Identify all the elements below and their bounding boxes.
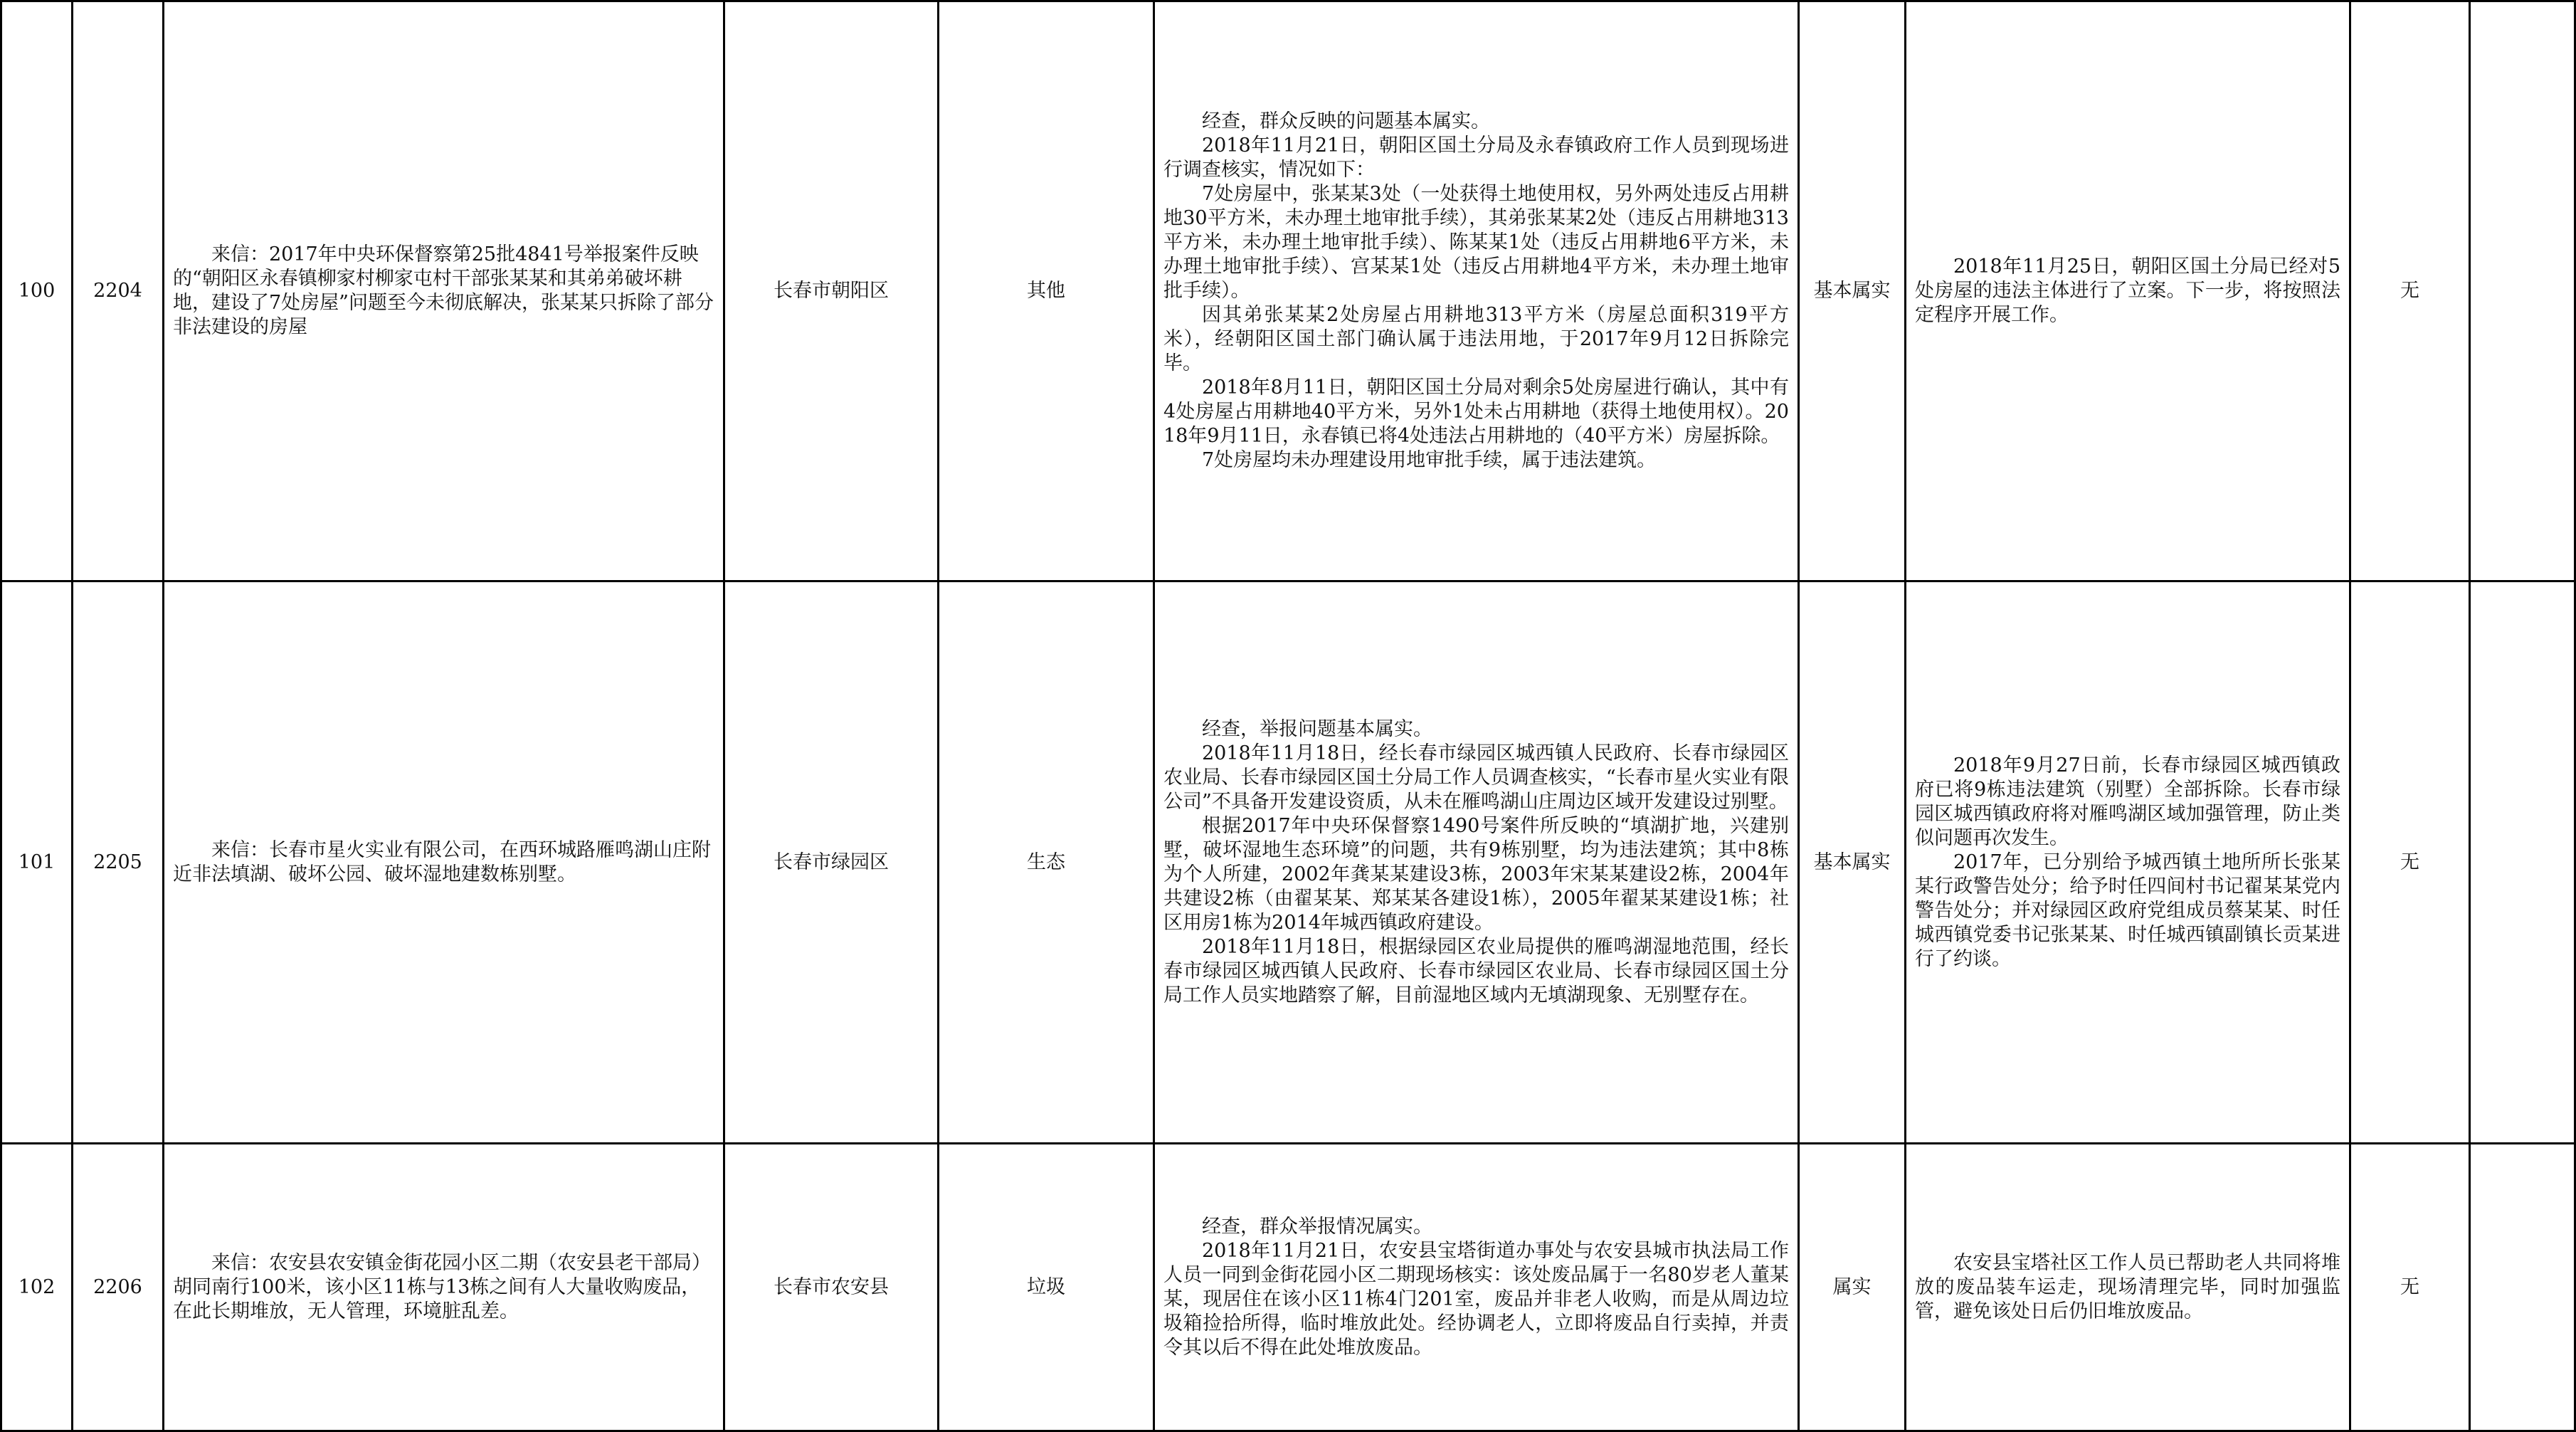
accountability-cell: 无 — [2350, 581, 2470, 1144]
region-cell: 长春市朝阳区 — [724, 1, 939, 581]
findings-cell: 经查，群众反映的问题基本属实。 2018年11月21日，朝阳区国土分局及永春镇政府工作人员到现场进行调查核实，情况如下： 7处房屋中，张某某3处（一处获得土地使用权，另外两处违反占用耕地30平方米，未办理土地审批手续），其弟张某某2处（违反占用耕地313平方米，未办理土地审批手续）、陈某某1处（违反占用耕地6平方米，未办理土地审批手续）、宫某某1处（违反占用耕地4平方米，未办理土地审批手续）。 因其弟张某某2处房屋占用耕地313平方米（房屋总面积319平方米），经朝阳区国土部门确认属于违法用地，于2017年9月12日拆除完毕。 2018年8月11日，朝阳区国土分局对剩余5处房屋进行确认，其中有4处房屋占用耕地40平方米，另外1处未占用耕地（获得土地使用权）。2018年9月11日，永春镇已将4处违法占用耕地的（40平方米）房屋拆除。 7处房屋均未办理建设用地审批手续，属于违法建筑。 — [1154, 1, 1799, 581]
category-cell: 垃圾 — [939, 1144, 1154, 1431]
complaint-cell: 来信：农安县农安镇金街花园小区二期（农安县老干部局）胡同南行100米，该小区11栋与13栋之间有人大量收购废品，在此长期堆放，无人管理，环境脏乱差。 — [164, 1144, 724, 1431]
code-cell: 2205 — [73, 581, 164, 1144]
table-row — [1, 1144, 2575, 1431]
accountability-cell: 无 — [2350, 1, 2470, 581]
category-cell: 其他 — [939, 1, 1154, 581]
remark-cell — [2470, 581, 2575, 1144]
remark-cell — [2470, 1144, 2575, 1431]
seq-cell: 101 — [1, 581, 73, 1144]
verdict-cell: 基本属实 — [1799, 581, 1906, 1144]
verdict-cell: 属实 — [1799, 1144, 1906, 1431]
handling-cell: 农安县宝塔社区工作人员已帮助老人共同将堆放的废品装车运走，现场清理完毕，同时加强监管，避免该处日后仍旧堆放废品。 — [1906, 1144, 2350, 1431]
handling-cell: 2018年11月25日，朝阳区国土分局已经对5处房屋的违法主体进行了立案。下一步，将按照法定程序开展工作。 — [1906, 1, 2350, 581]
table-row — [1, 1, 2575, 581]
seq-cell: 100 — [1, 1, 73, 581]
seq-cell: 102 — [1, 1144, 73, 1431]
handling-cell: 2018年9月27日前，长春市绿园区城西镇政府已将9栋违法建筑（别墅）全部拆除。长春市绿园区城西镇政府将对雁鸣湖区域加强管理，防止类似问题再次发生。 2017年，已分别给予城西镇土地所所长张某某行政警告处分；给予时任四间村书记翟某某党内警告处分；并对绿园区政府党组成员蔡某某、时任城西镇党委书记张某某、时任城西镇副镇长贡某进行了约谈。 — [1906, 581, 2350, 1144]
accountability-cell: 无 — [2350, 1144, 2470, 1431]
code-cell: 2204 — [73, 1, 164, 581]
findings-cell: 经查，举报问题基本属实。 2018年11月18日，经长春市绿园区城西镇人民政府、长春市绿园区农业局、长春市绿园区国土分局工作人员调查核实，“长春市星火实业有限公司”不具备开发建设资质，从未在雁鸣湖山庄周边区域开发建设过别墅。 根据2017年中央环保督察1490号案件所反映的“填湖扩地，兴建别墅，破坏湿地生态环境”的问题，共有9栋别墅，均为违法建筑；其中8栋为个人所建，2002年龚某某建设3栋，2003年宋某某建设2栋，2004年共建设2栋（由翟某某、郑某某各建设1栋），2005年翟某某建设1栋；社区用房1栋为2014年城西镇政府建设。 2018年11月18日，根据绿园区农业局提供的雁鸣湖湿地范围，经长春市绿园区城西镇人民政府、长春市绿园区农业局、长春市绿园区国土分局工作人员实地踏察了解，目前湿地区域内无填湖现象、无别墅存在。 — [1154, 581, 1799, 1144]
findings-cell: 经查，群众举报情况属实。 2018年11月21日，农安县宝塔街道办事处与农安县城市执法局工作人员一同到金街花园小区二期现场核实：该处废品属于一名80岁老人董某某，现居住在该小区11栋4门201室，废品并非老人收购，而是从周边垃圾箱捡拾所得，临时堆放此处。经协调老人，立即将废品自行卖掉，并责令其以后不得在此处堆放废品。 — [1154, 1144, 1799, 1431]
region-cell: 长春市绿园区 — [724, 581, 939, 1144]
table-row — [1, 581, 2575, 1144]
complaint-cell: 来信：2017年中央环保督察第25批4841号举报案件反映的“朝阳区永春镇柳家村柳家屯村干部张某某和其弟弟破坏耕地，建设了7处房屋”问题至今未彻底解决，张某某只拆除了部分非法建设的房屋 — [164, 1, 724, 581]
remark-cell — [2470, 1, 2575, 581]
region-cell: 长春市农安县 — [724, 1144, 939, 1431]
verdict-cell: 基本属实 — [1799, 1, 1906, 581]
complaint-cell: 来信：长春市星火实业有限公司，在西环城路雁鸣湖山庄附近非法填湖、破坏公园、破坏湿地建数栋别墅。 — [164, 581, 724, 1144]
category-cell: 生态 — [939, 581, 1154, 1144]
code-cell: 2206 — [73, 1144, 164, 1431]
